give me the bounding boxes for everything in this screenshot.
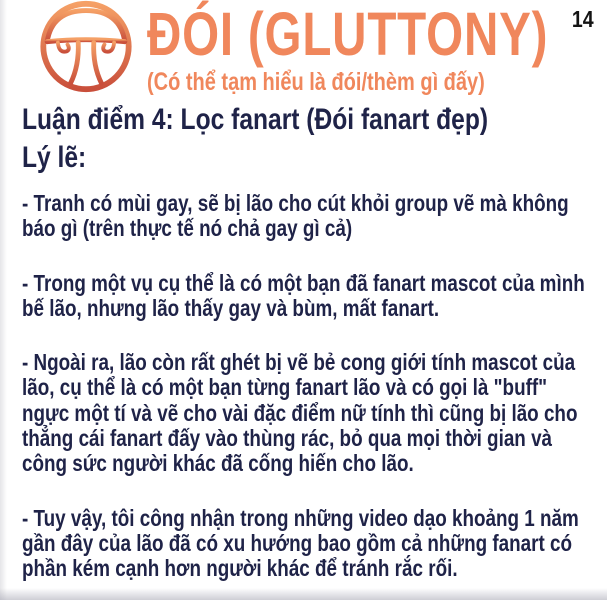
slide-logo-title: ĐÓI (GLUTTONY) — [147, 0, 549, 68]
argument-heading: Luận điểm 4: Lọc fanart (Đói fanart đẹp) — [22, 103, 489, 136]
argument-paragraph-2: - Trong một vụ cụ thể là có một bạn đã fanart mascot của mình bế lão, nhưng lão thấy gay và bùm, mất fanart. — [22, 269, 585, 321]
gluttony-mascot-logo-icon — [31, 0, 141, 95]
title-block — [147, 0, 607, 95]
page-number: 14 — [572, 6, 594, 32]
slide-logo-subtitle: (Có thể tạm hiểu là đói/thèm gì đấy) — [147, 68, 485, 96]
reasons-label: Lý lẽ: — [22, 140, 87, 174]
argument-paragraph-4: - Tuy vậy, tôi công nhận trong những video dạo khoảng 1 năm gần đây của lão đã có xu hướng bao gồm cả những fanart có phần kém cạnh hơn người khác để tránh rắc rối. — [22, 504, 579, 582]
bottom-edge-shadow — [0, 588, 607, 600]
slide-header — [0, 0, 607, 97]
argument-paragraph-1: - Tranh có mùi gay, sẽ bị lão cho cút khỏi group vẽ mà không báo gì (trên thực tế nó chả gay gì cả) — [22, 190, 569, 242]
argument-paragraph-3: - Ngoài ra, lão còn rất ghét bị vẽ bẻ cong giới tính mascot của lão, cụ thể là có một bạn từng fanart lão và có gọi là "buff" ngực một tí và vẽ cho vài đặc điểm nữ tính thì cũng bị lão cho thẳng cái fanart đấy vào thùng rác, bỏ qua mọi thời gian và công sức người khác đã cống hiến cho lão. — [22, 349, 578, 477]
slide-body — [0, 97, 592, 582]
